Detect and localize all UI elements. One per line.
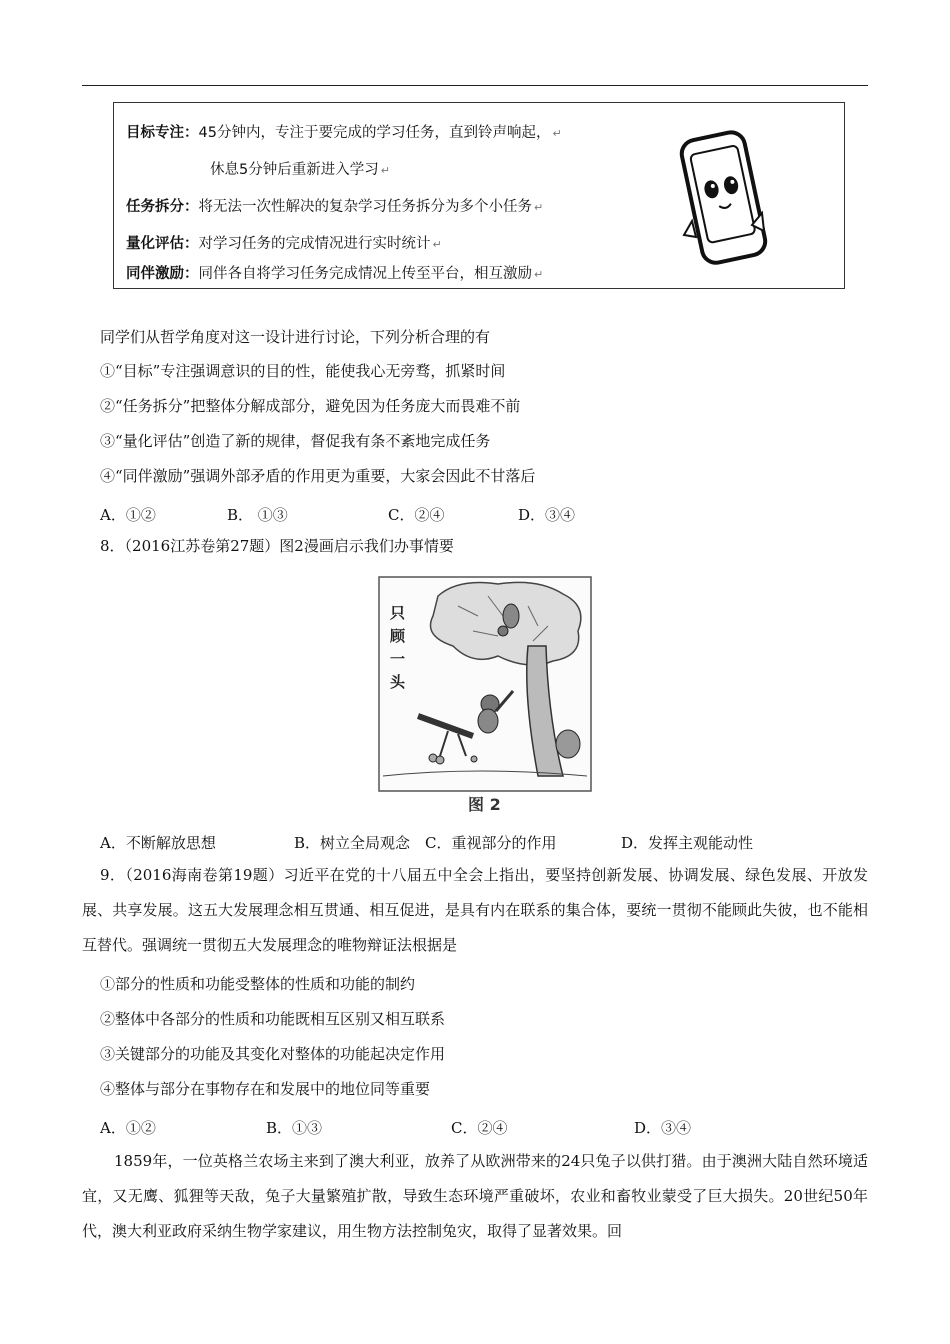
q8-stem: 8．（2016江苏卷第27题）图2漫画启示我们办事情要 <box>100 537 454 555</box>
phone-cartoon-icon <box>674 125 774 275</box>
q9-item-1: ①部分的性质和功能受整体的性质和功能的制约 <box>100 975 416 993</box>
box-line-rest: 休息5分钟后重新进入学习 ↵ <box>210 162 390 178</box>
cartoon-title-char-4: 头 <box>390 673 406 691</box>
q9-item-2: ②整体中各部分的性质和功能既相互区别又相互联系 <box>100 1010 446 1028</box>
q7-option-b[interactable]: B． ①③ <box>227 506 288 524</box>
q7-option-c[interactable]: C．②④ <box>388 506 445 524</box>
q8-option-d[interactable]: D．发挥主观能动性 <box>621 834 754 852</box>
figure-2-caption: 图 2 <box>468 795 501 814</box>
q9-option-a[interactable]: A．①② <box>100 1119 156 1137</box>
q8-option-c[interactable]: C．重视部分的作用 <box>425 834 557 852</box>
q9-option-b[interactable]: B．①③ <box>266 1119 323 1137</box>
q9-item-3: ③关键部分的功能及其变化对整体的功能起决定作用 <box>100 1045 446 1063</box>
header-rule <box>82 85 868 86</box>
q9-option-d[interactable]: D．③④ <box>634 1119 692 1137</box>
q9-item-4: ④整体与部分在事物存在和发展中的地位同等重要 <box>100 1080 431 1098</box>
q7-item-1: ①“目标”专注强调意识的目的性，能使我心无旁骛，抓紧时间 <box>100 362 506 380</box>
box-line-peer: 同伴激励：同伴各自将学习任务完成情况上传至平台，相互激励 ↵ <box>126 266 544 282</box>
box-line-goal: 目标专注：45分钟内，专注于要完成的学习任务，直到铃声响起， ↵ <box>126 125 562 141</box>
study-method-box <box>113 102 845 289</box>
box-line-split: 任务拆分：将无法一次性解决的复杂学习任务拆分为多个小任务 ↵ <box>126 199 544 215</box>
q9-stem: 9．（2016海南卷第19题）习近平在党的十八届五中全会上指出，要坚持创新发展、协调发展、绿色发展、开放发展、共享发展。这五大发展理念相互贯通、相互促进，是具有内在联系的集合体，要统一贯彻不能顾此失彼，也不能相互替代。强调统一贯彻五大发展理念的唯物辩证法根据是 <box>82 866 868 954</box>
q8-option-a[interactable]: A．不断解放思想 <box>100 834 216 852</box>
q7-stem: 同学们从哲学角度对这一设计进行讨论，下列分析合理的有 <box>100 328 491 346</box>
cartoon-title-char-2: 顾 <box>390 627 406 645</box>
q9-option-c[interactable]: C．②④ <box>451 1119 508 1137</box>
tree-monkey-cartoon-icon <box>378 576 592 792</box>
q7-item-3: ③“量化评估”创造了新的规律，督促我有条不紊地完成任务 <box>100 432 491 450</box>
q7-item-4: ④“同伴激励”强调外部矛盾的作用更为重要，大家会因此不甘落后 <box>100 467 536 485</box>
q7-option-a[interactable]: A．①② <box>100 506 156 524</box>
cartoon-title-char-1: 只 <box>390 604 406 622</box>
cartoon-title-char-3: 一 <box>390 650 406 668</box>
box-line-evaluate: 量化评估：对学习任务的完成情况进行实时统计 ↵ <box>126 236 442 252</box>
q8-option-b[interactable]: B．树立全局观念 <box>294 834 411 852</box>
q7-option-d[interactable]: D．③④ <box>518 506 576 524</box>
q7-item-2: ②“任务拆分”把整体分解成部分，避免因为任务庞大而畏难不前 <box>100 397 521 415</box>
rabbit-passage: 1859年，一位英格兰农场主来到了澳大利亚，放养了从欧洲带来的24只兔子以供打猎。由于澳洲大陆自然环境适宜，又无鹰、狐狸等天敌，兔子大量繁殖扩散，导致生态环境严重破坏，农业和畜牧业蒙受了巨大损失。20世纪50年代，澳大利亚政府采纳生物学家建议，用生物方法控制兔灾，取得了显著效果。回 <box>82 1152 868 1240</box>
